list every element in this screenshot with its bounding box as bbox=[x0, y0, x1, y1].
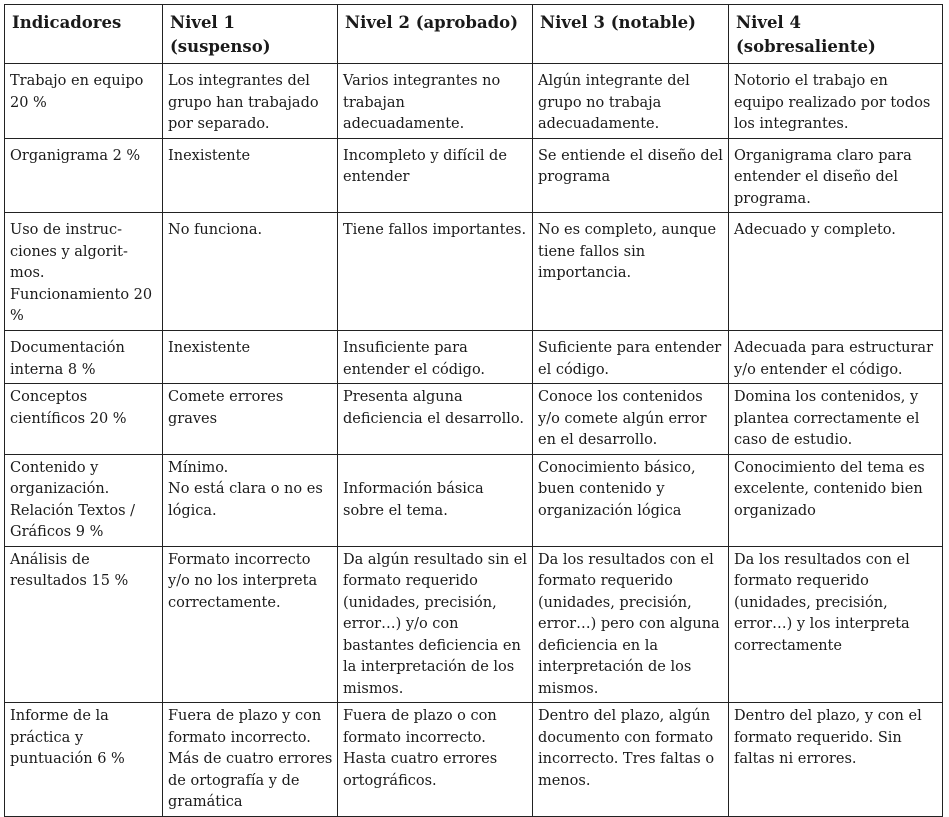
level-3-cell: Da los resultados con el formato requerido (unidades, precisión, error…) pero con alguna deficiencia en la interpretación de los mismos. bbox=[533, 546, 729, 703]
header-label: Nivel 3 bbox=[540, 13, 605, 32]
indicator-cell bbox=[5, 546, 163, 703]
header-sublabel: (suspenso) bbox=[170, 37, 271, 56]
indicator-text: ciones y algorit- bbox=[10, 243, 128, 260]
level-3-cell: Conoce los contenidos y/o comete algún error en el desarrollo. bbox=[533, 384, 729, 455]
table-row bbox=[5, 546, 943, 703]
level-1-cell: Inexistente bbox=[163, 331, 338, 384]
table-row bbox=[5, 703, 943, 817]
level-4-cell: Da los resultados con el formato requerido (unidades, precisión, error…) y los interpreta correctamente bbox=[729, 546, 943, 703]
level-3-cell bbox=[533, 454, 729, 546]
indicator-text: organización. bbox=[10, 481, 110, 497]
header-label: Nivel 2 bbox=[345, 13, 410, 32]
level-2-cell: Presenta alguna deficiencia el desarrollo. bbox=[338, 384, 533, 455]
indicator-text: Gráficos 9 % bbox=[10, 524, 104, 540]
header-nivel-4 bbox=[729, 5, 943, 64]
level-2-cell: Incompleto y difícil de entender bbox=[338, 138, 533, 213]
level-2-cell: Insuficiente para entender el código. bbox=[338, 331, 533, 384]
level-2-cell: Fuera de plazo o con formato incorrecto. Hasta cuatro errores ortográficos. bbox=[338, 703, 533, 817]
indicator-cell bbox=[5, 64, 163, 139]
level-2-cell: Da algún resultado sin el formato requerido (unidades, precisión, error…) y/o con bastantes deficiencia en la interpretación de los mismos. bbox=[338, 546, 533, 703]
level-1-cell: Los integrantes del grupo han trabajado por separado. bbox=[163, 64, 338, 139]
indicator-text: Informe de la bbox=[10, 708, 109, 724]
level-1-cell: Inexistente bbox=[163, 138, 338, 213]
indicator-text: Funcionamiento 20 bbox=[10, 286, 153, 303]
indicator-text: práctica y bbox=[10, 729, 84, 746]
indicator-text: científicos 20 % bbox=[10, 410, 127, 427]
indicator-text: Documentación bbox=[10, 340, 125, 356]
header-nivel-1 bbox=[163, 5, 338, 64]
level-1-cell: Formato incorrecto y/o no los interpreta correctamente. bbox=[163, 546, 338, 703]
indicator-text: interna 8 % bbox=[10, 361, 96, 378]
table-row bbox=[5, 384, 943, 455]
indicator-text: resultados 15 % bbox=[10, 573, 129, 589]
level-4-cell: Dentro del plazo, y con el formato requerido. Sin faltas ni errores. bbox=[729, 703, 943, 817]
header-label: Indicadores bbox=[12, 13, 122, 32]
indicator-cell bbox=[5, 331, 163, 384]
header-label: Nivel 1 bbox=[170, 13, 235, 32]
level-4-cell: Adecuada para estructurar y/o entender el código. bbox=[729, 331, 943, 384]
indicator-cell bbox=[5, 384, 163, 455]
level-2-cell: Varios integrantes no trabajan adecuadamente. bbox=[338, 64, 533, 139]
level-4-cell: Organigrama claro para entender el diseño del programa. bbox=[729, 138, 943, 213]
table-row bbox=[5, 213, 943, 331]
indicator-text: Conceptos bbox=[10, 389, 88, 405]
level-1-cell: No funciona. bbox=[163, 213, 338, 331]
level-1-cell: Comete errores graves bbox=[163, 384, 338, 455]
cell-text: Conocimiento del tema es excelente, contenido bien organizado bbox=[734, 459, 925, 519]
header-row bbox=[5, 5, 943, 64]
header-indicadores bbox=[5, 5, 163, 64]
cell-text: Conocimiento básico, buen contenido y organización lógica bbox=[538, 459, 696, 519]
indicator-text: mos. bbox=[10, 265, 45, 281]
header-nivel-2 bbox=[338, 5, 533, 64]
indicator-text: Organigrama 2 % bbox=[10, 147, 141, 164]
cell-text: Información básica sobre el tema. bbox=[343, 481, 484, 519]
table-row bbox=[5, 64, 943, 139]
level-3-cell: No es completo, aunque tiene fallos sin importancia. bbox=[533, 213, 729, 331]
level-1-cell bbox=[163, 454, 338, 546]
level-3-cell: Dentro del plazo, algún documento con formato incorrecto. Tres faltas o menos. bbox=[533, 703, 729, 817]
header-label: Nivel 4 bbox=[736, 13, 801, 32]
table-row bbox=[5, 138, 943, 213]
indicator-text: Contenido y bbox=[10, 459, 99, 476]
indicator-cell bbox=[5, 138, 163, 213]
indicator-cell bbox=[5, 454, 163, 546]
level-4-cell bbox=[729, 454, 943, 546]
header-sublabel: (notable) bbox=[610, 13, 696, 32]
cell-text: Mínimo. bbox=[168, 459, 229, 476]
indicator-text: 20 % bbox=[10, 94, 47, 111]
cell-text: No está clara o no es lógica. bbox=[168, 481, 323, 519]
indicator-cell bbox=[5, 213, 163, 331]
level-1-cell: Fuera de plazo y con formato incorrecto. Más de cuatro errores de ortografía y de gramática bbox=[163, 703, 338, 817]
header-sublabel: (sobresaliente) bbox=[736, 37, 876, 56]
header-sublabel: (aprobado) bbox=[415, 13, 518, 32]
cell-text bbox=[343, 458, 529, 480]
indicator-text: puntuación 6 % bbox=[10, 751, 125, 767]
level-4-cell: Domina los contenidos, y plantea correctamente el caso de estudio. bbox=[729, 384, 943, 455]
rubric-table bbox=[4, 4, 943, 817]
level-4-cell: Notorio el trabajo en equipo realizado por todos los integrantes. bbox=[729, 64, 943, 139]
indicator-text: Análisis de bbox=[10, 551, 90, 568]
table-row bbox=[5, 454, 943, 546]
level-3-cell: Algún integrante del grupo no trabaja adecuadamente. bbox=[533, 64, 729, 139]
indicator-text: Trabajo en equipo bbox=[10, 73, 144, 89]
indicator-text: % bbox=[10, 308, 24, 324]
level-2-cell: Tiene fallos importantes. bbox=[338, 213, 533, 331]
table-row bbox=[5, 331, 943, 384]
level-2-cell bbox=[338, 454, 533, 546]
indicator-cell bbox=[5, 703, 163, 817]
level-4-cell: Adecuado y completo. bbox=[729, 213, 943, 331]
header-nivel-3 bbox=[533, 5, 729, 64]
indicator-text: Relación Textos / bbox=[10, 502, 136, 519]
level-3-cell: Suficiente para entender el código. bbox=[533, 331, 729, 384]
indicator-text: Uso de instruc- bbox=[10, 222, 123, 238]
level-3-cell: Se entiende el diseño del programa bbox=[533, 138, 729, 213]
